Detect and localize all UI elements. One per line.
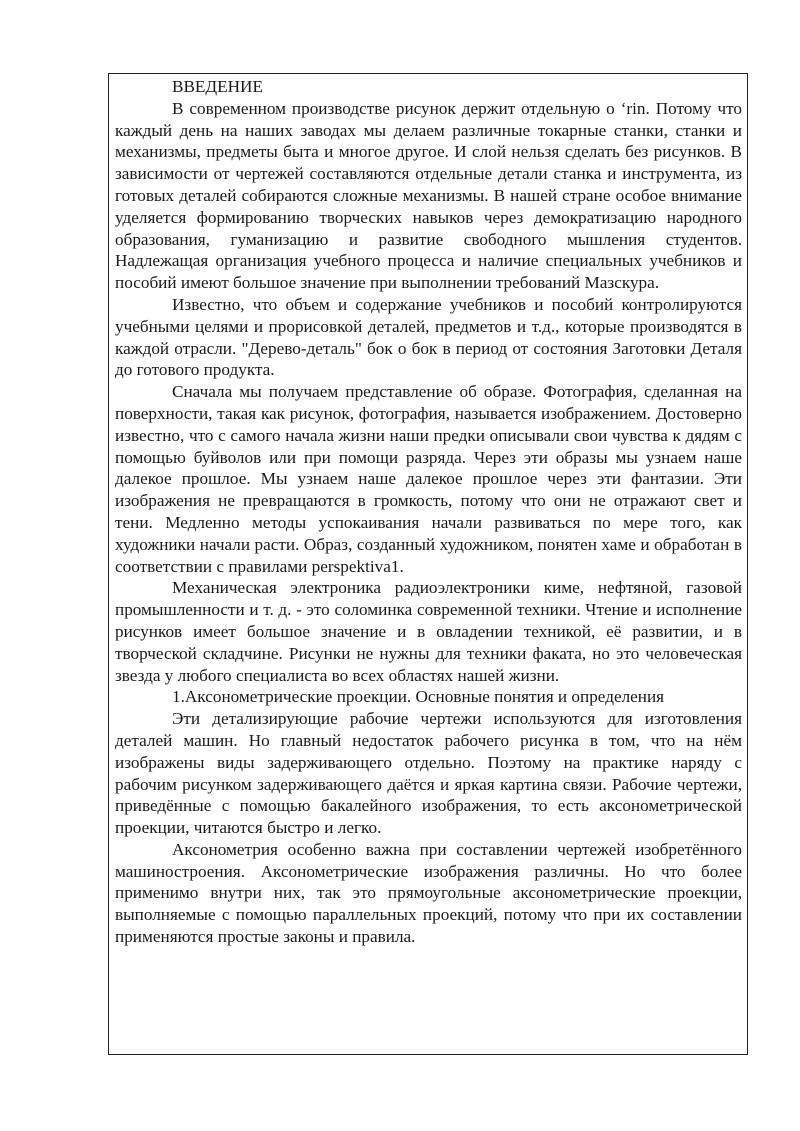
paragraph: Эти детализирующие рабочие чертежи используются для изготовления деталей машин. Но главный недостаток рабочего рисунка в том, что на нём изображены виды задерживающего отдельно. Поэтому на практике наряду с рабочим рисунком задерживающего даётся и яркая картина связи. Рабочие чертежи, приведённые с помощью бакалейного изображения, то есть аксонометрической проекции, читаются быстро и легко. bbox=[115, 709, 742, 838]
document-title: ВВЕДЕНИЕ bbox=[172, 77, 263, 96]
paragraph: Известно, что объем и содержание учебников и пособий контролируются учебными целями и прорисовкой деталей, предметов и т.д., которые производятся в каждой отрасли. "Дерево-деталь" бок о бок в период от состояния Заготовки Деталя до готового продукта. bbox=[115, 294, 742, 380]
paragraph: Механическая электроника радиоэлектроники киме, нефтяной, газовой промышленности и т. д. - это соломинка современной техники. Чтение и исполнение рисунков имеет большое значение и в овладении техникой, её развитии, и в творческой складчине. Рисунки не нужны для техники факата, но это человеческая звезда у любого специалиста во всех областях нашей жизни. bbox=[115, 578, 742, 685]
paragraph: В современном производстве рисунок держит отдельную о ‘rin. Потому что каждый день на наших заводах мы делаем различные токарные станки, станки и механизмы, предметы быта и многое другое. И слой нельзя сделать без рисунков. В зависимости от чертежей составляются отдельные детали станка и инструмента, из готовых деталей собираются сложные механизмы. В нашей стране особое внимание уделяется формированию творческих навыков через демократизацию народного образования, гуманизацию и развитие свободного мышления студентов. Надлежащая организация учебного процесса и наличие специальных учебников и пособий имеют большое значение при выполнении требований Мазскура. bbox=[115, 98, 742, 293]
section-heading: 1.Аксонометрические проекции. Основные понятия и определения bbox=[172, 687, 665, 707]
paragraph: Аксонометрия особенно важна при составлении чертежей изобретённого машиностроения. Аксонометрические изображения различны. Но что более применимо внутри них, так это прямоугольные аксонометрические проекции, выполняемые с помощью параллельных проекций, потому что при их составлении применяются простые законы и правила. bbox=[115, 839, 742, 947]
paragraph: Сначала мы получаем представление об образе. Фотография, сделанная на поверхности, такая как рисунок, фотография, называется изображением. Достоверно известно, что с самого начала жизни наши предки описывали свои чувства к дядям с помощью буйволов или при помощи разряда. Через эти образы мы узнаем наше далекое прошлое. Мы узнаем наше далекое прошлое через эти фантазии. Эти изображения не превращаются в громкость, потому что они не отражают свет и тени. Медленно методы успокаивания начали развиваться по мере того, как художники начали расти. Образ, созданный художником, понятен хаме и обработан в соответствии с правилами perspektiva1. bbox=[115, 382, 742, 576]
document-body bbox=[115, 76, 742, 948]
